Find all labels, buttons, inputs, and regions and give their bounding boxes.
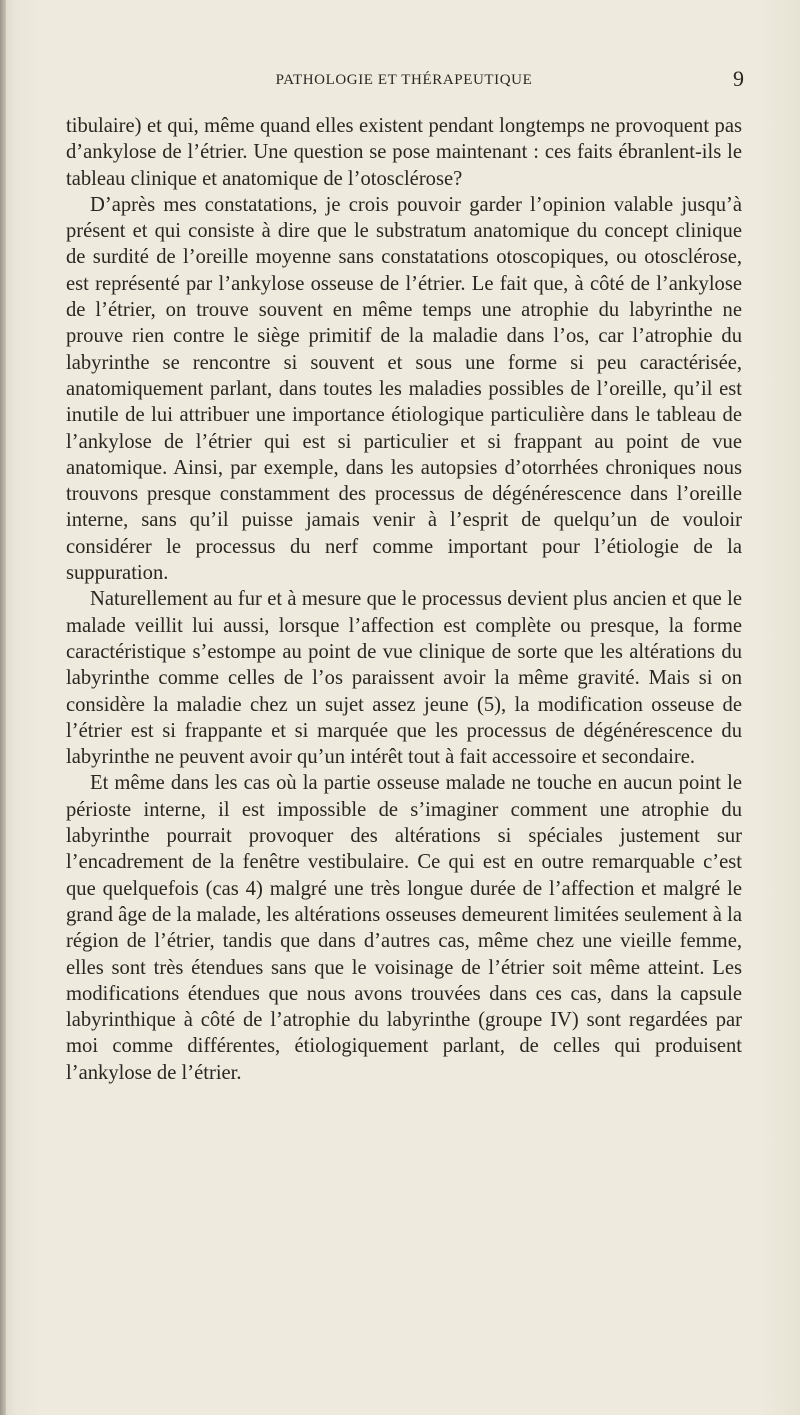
paragraph-naturellement: Naturellement au fur et à mesure que le processus devient plus ancien et que le malade veillit lui aussi, lorsque l’affection est complète ou presque, la forme caractéristique s’estompe au point de vue clinique de sorte que les altérations du labyrinthe comme celles de l’os paraissent avoir la même gravité. Mais si on considère la maladie chez un sujet assez jeune (5), la modification osseuse de l’étrier est si frappante et si marquée que les processus de dégénérescence du labyrinthe ne peuvent avoir qu’un intérêt tout à fait accessoire et secondaire. bbox=[66, 588, 742, 769]
page-number: 9 bbox=[733, 66, 744, 91]
paragraph-constatations: D’après mes constatations, je crois pouvoir garder l’opinion valable jusqu’à présent et qui consiste à dire que le substratum anatomique du concept clinique de surdité de l’oreille moyenne sans constatations otoscopiques, ou otosclérose, est représenté par l’ankylose osseuse de l’étrier. Le fait que, à côté de l’ankylose de l’étrier, on trouve souvent en même temps une atrophie du labyrinthe ne prouve rien contre le siège primitif de la maladie dans l’os, car l’atrophie du labyrinthe se rencontre si souvent et sous une forme si peu caractérisée, anatomiquement parlant, dans toutes les maladies possibles de l’oreille, qu’il est inutile de lui attribuer une importance étiologique particulière dans le tableau de l’ankylose de l’étrier qui est si particulier et si frappant au point de vue anatomique. Ainsi, par exemple, dans les autopsies d’otorrhées chroniques nous trouvons presque constamment des processus de dégénérescence dans l’oreille interne, sans qu’il puisse jamais venir à l’esprit de quelqu’un de vouloir considérer le processus du nerf comme important pour l’étiologie de la suppuration. bbox=[66, 193, 742, 585]
running-title: PATHOLOGIE ET THÉRAPEUTIQUE bbox=[275, 72, 533, 88]
binding-edge bbox=[0, 0, 6, 1415]
running-head bbox=[66, 66, 742, 92]
paragraph-et-meme: Et même dans les cas où la partie osseuse malade ne touche en aucun point le périoste interne, il est impossible de s’imaginer comment une atrophie du labyrinthe pourrait provoquer des altérations si spéciales justement sur l’encadrement de la fenêtre vestibulaire. Ce qui est en outre remarquable c’est que quelquefois (cas 4) malgré une très longue durée de l’affection et malgré le grand âge de la malade, les altérations osseuses demeurent limitées seulement à la région de l’étrier, tandis que dans d’autres cas, même chez une vieille femme, elles sont très étendues sans que le voisinage de l’étrier soit même atteint. Les modifications étendues que nous avons trouvées dans ces cas, dans la capsule labyrinthique à côté de l’atrophie du labyrinthe (groupe IV) sont regardées par moi comme différentes, étiologiquement parlant, de celles qui produisent l’ankylose de l’étrier. bbox=[66, 772, 742, 1084]
paragraph-continuation: tibulaire) et qui, même quand elles existent pendant longtemps ne provoquent pas d’ankylose de l’étrier. Une question se pose maintenant : ces faits ébranlent-ils le tableau clinique et anatomique de l’otosclérose? bbox=[66, 115, 742, 190]
body-text bbox=[66, 113, 742, 1086]
